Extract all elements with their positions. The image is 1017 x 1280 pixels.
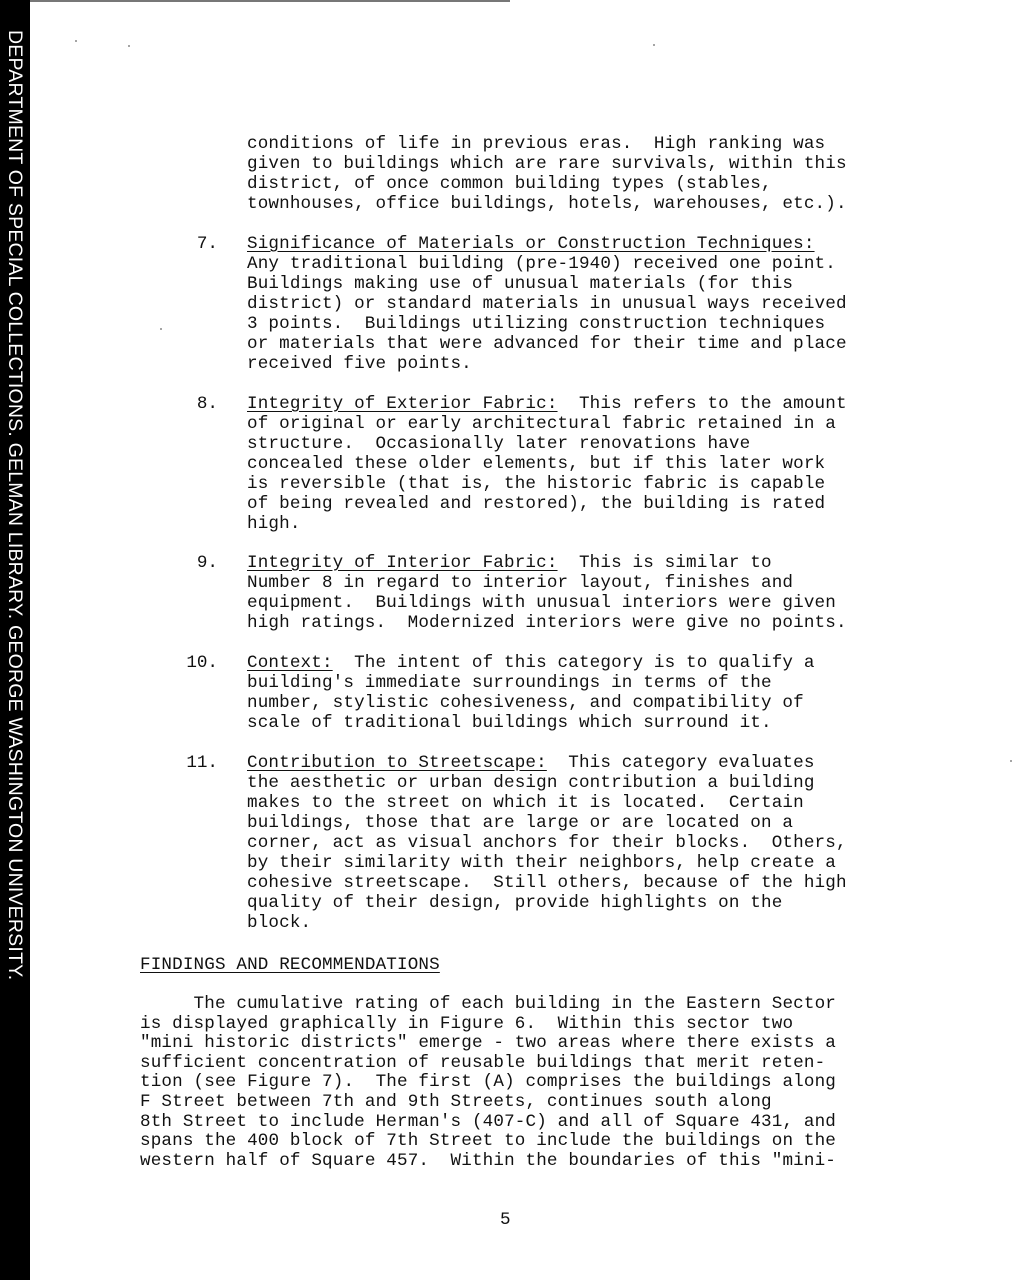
findings-line: tion (see Figure 7). The first (A) comprises the buildings along — [140, 1072, 837, 1093]
list-item-line: corner, act as visual anchors for their blocks. Others, — [247, 833, 847, 853]
list-item-heading-rest: This is similar to — [557, 553, 772, 573]
list-item-heading: Integrity of Interior Fabric: — [247, 553, 558, 573]
page-number: 5 — [500, 1210, 511, 1230]
list-item-heading-rest: The intent of this category is to qualify a — [332, 653, 815, 673]
list-item-line: block. — [247, 913, 312, 933]
list-item-first-line — [247, 753, 815, 773]
list-item-number: 9. — [196, 553, 218, 573]
list-item-line: 3 points. Buildings utilizing construction techniques — [247, 314, 826, 334]
findings-line: 8th Street to include Herman's (407-C) and all of Square 431, and — [140, 1111, 837, 1132]
findings-line: is displayed graphically in Figure 6. Within this sector two — [140, 1013, 794, 1034]
list-item-number: 8. — [196, 394, 218, 414]
list-item-line: makes to the street on which it is located. Certain — [247, 793, 804, 813]
list-item-heading-rest: This refers to the amount — [557, 394, 847, 414]
archive-sidebar-text: DEPARTMENT OF SPECIAL COLLECTIONS. GELMAN LIBRARY. GEORGE WASHINGTON UNIVERSITY. — [4, 30, 26, 981]
list-item-line: by their similarity with their neighbors, help create a — [247, 853, 836, 873]
list-item-first-line — [247, 394, 847, 414]
list-item-heading: Significance of Materials or Construction Techniques: — [247, 234, 815, 254]
list-item-heading: Context: — [247, 653, 333, 673]
list-item-line: the aesthetic or urban design contribution a building — [247, 773, 815, 793]
list-item-line: Number 8 in regard to interior layout, finishes and — [247, 573, 794, 593]
list-item-line: structure. Occasionally later renovations have — [247, 434, 751, 454]
list-item-first-line — [247, 653, 815, 673]
body-line: given to buildings which are rare survivals, within this — [247, 154, 847, 174]
list-item-line: equipment. Buildings with unusual interiors were given — [247, 593, 836, 613]
list-item-line: cohesive streetscape. Still others, because of the high — [247, 873, 847, 893]
list-item-number: 10. — [186, 653, 218, 673]
list-item-heading: Integrity of Exterior Fabric: — [247, 394, 558, 414]
body-line: district, of once common building types (stables, — [247, 174, 772, 194]
findings-line: sufficient concentration of reusable buildings that merit reten- — [140, 1052, 826, 1073]
findings-line: western half of Square 457. Within the boundaries of this "mini- — [140, 1150, 837, 1171]
body-line: conditions of life in previous eras. High ranking was — [247, 134, 826, 154]
list-item-line: or materials that were advanced for their time and place — [247, 334, 847, 354]
list-item-line: quality of their design, provide highlights on the — [247, 893, 783, 913]
list-item-line: concealed these older elements, but if this later work — [247, 454, 826, 474]
list-item-line: is reversible (that is, the historic fabric is capable — [247, 474, 826, 494]
findings-line: "mini historic districts" emerge - two areas where there exists a — [140, 1033, 837, 1054]
findings-line: spans the 400 block of 7th Street to include the buildings on the — [140, 1131, 837, 1152]
list-item-line: district) or standard materials in unusual ways received — [247, 294, 847, 314]
section-heading: FINDINGS AND RECOMMENDATIONS — [140, 955, 440, 975]
list-item-line: buildings, those that are large or are located on a — [247, 813, 794, 833]
findings-line: F Street between 7th and 9th Streets, continues south along — [140, 1092, 772, 1112]
list-item-first-line — [247, 553, 772, 573]
list-item-line: of original or early architectural fabric retained in a — [247, 414, 836, 434]
list-item-line: of being revealed and restored), the building is rated — [247, 494, 826, 514]
list-item-first-line — [247, 234, 815, 254]
list-item-number: 7. — [196, 234, 218, 254]
list-item-line: building's immediate surroundings in terms of the — [247, 673, 772, 693]
list-item-number: 11. — [186, 753, 218, 773]
body-line: townhouses, office buildings, hotels, warehouses, etc.). — [247, 194, 847, 214]
list-item-heading-rest: This category evaluates — [546, 753, 815, 773]
list-item-line: high. — [247, 514, 301, 534]
list-item-line: high ratings. Modernized interiors were give no points. — [247, 613, 847, 633]
list-item-line: number, stylistic cohesiveness, and compatibility of — [247, 693, 804, 713]
list-item-line: received five points. — [247, 354, 472, 374]
list-item-line: scale of traditional buildings which surround it. — [247, 713, 772, 733]
findings-line: The cumulative rating of each building in the Eastern Sector — [140, 994, 837, 1014]
list-item-heading: Contribution to Streetscape: — [247, 753, 547, 773]
list-item-line: Any traditional building (pre-1940) received one point. — [247, 254, 836, 274]
list-item-line: Buildings making use of unusual materials (for this — [247, 274, 794, 294]
